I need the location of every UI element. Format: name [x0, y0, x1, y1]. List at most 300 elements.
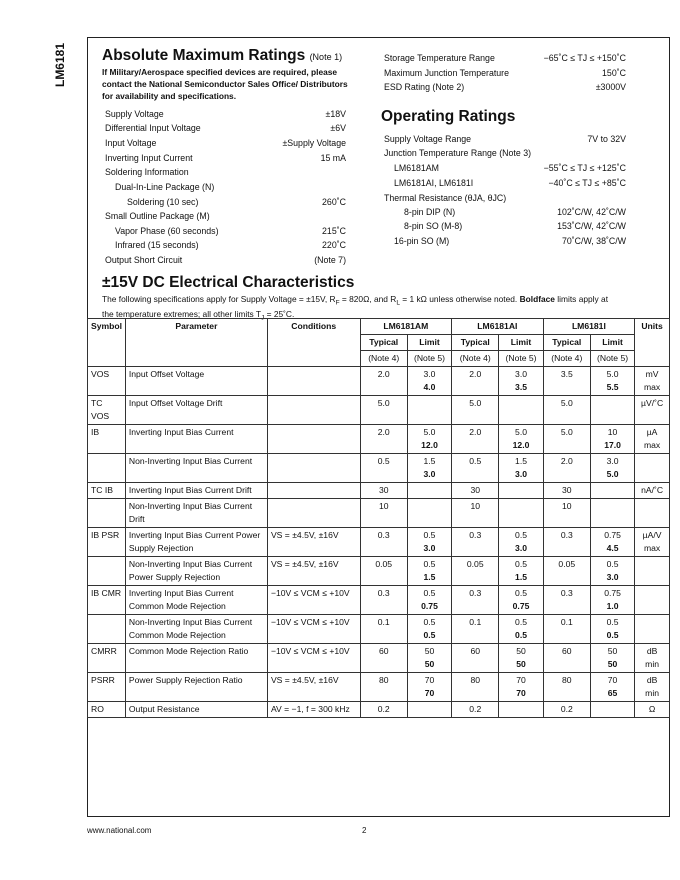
rating-label: ESD Rating (Note 2) [384, 82, 465, 92]
cell-value: 0.3 [469, 530, 482, 540]
cell-param [125, 586, 267, 615]
hdr-limit: Limit [499, 335, 543, 351]
cell-value: 60 [562, 646, 572, 656]
rating-row [384, 82, 626, 92]
cell-extreme-limit: 0.75 [512, 601, 530, 611]
cell-value: 60 [378, 646, 389, 656]
rating-label: Input Voltage [105, 138, 157, 148]
cell-value: 80 [378, 675, 389, 685]
cell-i_t [543, 396, 590, 425]
cell-i_l [590, 673, 634, 702]
rating-label: Output Short Circuit [105, 255, 183, 265]
hdr-limit: Limit [590, 335, 634, 351]
cell-ai_t [452, 644, 499, 673]
rating-label: Supply Voltage [105, 109, 164, 119]
cell-value: 0.3 [377, 588, 390, 598]
cell-ai_t [452, 396, 499, 425]
cell-param [125, 615, 267, 644]
military-notice: If Military/Aerospace specified devices are required, please contact the National Semiconductor Sales Office/ Distributors for availability and specifications. [102, 67, 348, 101]
rating-row [384, 68, 626, 78]
rating-row [105, 123, 346, 133]
col-conditions: Conditions [267, 319, 360, 367]
dc-title: ±15V DC Electrical Characteristics [102, 274, 355, 291]
rating-label: Supply Voltage Range [384, 134, 472, 144]
cell-value: 50 [516, 646, 526, 656]
rating-label: Infrared (15 seconds) [115, 240, 199, 250]
cell-am_l [407, 644, 451, 673]
hdr-note5: (Note 5) [407, 351, 451, 367]
cell-cond [267, 499, 360, 528]
cell-units [635, 454, 670, 483]
cell-value: Non-Inverting Input Bias Current [128, 456, 253, 466]
cell-i_l [590, 367, 634, 396]
rating-label: 16-pin SO (M) [394, 236, 450, 246]
cell-value: 10 [562, 501, 572, 511]
cell-cond [267, 367, 360, 396]
cell-value: 0.5 [515, 588, 527, 598]
cell-value: 3.0 [515, 369, 527, 379]
cell-extreme-limit: 1.5 [515, 572, 527, 582]
rating-row [105, 211, 346, 221]
cell-ai_l [499, 644, 543, 673]
cell-extreme-limit: 1.0 [606, 601, 619, 611]
hdr-typical: Typical [543, 335, 590, 351]
cell-am_l [407, 454, 451, 483]
cell-i_t [543, 367, 590, 396]
cell-value: Common Mode Rejection Ratio [128, 646, 249, 656]
cell-value: 0.1 [560, 617, 573, 627]
cell-value: 10 [470, 501, 481, 511]
cell-units [635, 644, 670, 673]
cell-value: Input Offset Voltage Drift [128, 398, 223, 408]
cell-value: Inverting Input Bias Current Power Supply Rejection [128, 530, 261, 553]
cell-am_t [360, 499, 407, 528]
cell-value: Output Resistance [128, 704, 200, 714]
cell-value: 0.05 [375, 559, 393, 569]
cell-cond [267, 454, 360, 483]
cell-units [635, 528, 670, 557]
cell-i_l [590, 425, 634, 454]
rating-row [384, 148, 626, 158]
cell-extreme-limit: 12.0 [421, 440, 438, 450]
cell-am_t [360, 528, 407, 557]
rating-row [105, 182, 346, 192]
cell-value: µA [646, 427, 658, 437]
cell-param [125, 454, 267, 483]
cell-param [125, 644, 267, 673]
cell-value: 30 [378, 485, 389, 495]
hdr-note4: (Note 4) [543, 351, 590, 367]
cell-am_l [407, 499, 451, 528]
cell-ai_t [452, 615, 499, 644]
cell-value: 10 [607, 427, 618, 437]
cell-value: 5.0 [560, 398, 573, 408]
cell-value: 0.75 [604, 530, 621, 540]
col-units: Units [635, 319, 670, 367]
cell-value: 0.05 [558, 559, 576, 569]
cell-i_l [590, 586, 634, 615]
table-row [88, 425, 670, 454]
cell-extreme-limit: 3.0 [423, 543, 436, 553]
cell-cond [267, 702, 360, 718]
footer-page-number: 2 [362, 826, 367, 835]
rating-value: 150˚C [602, 68, 626, 78]
rating-label: 8-pin SO (M-8) [404, 221, 463, 231]
cell-extreme-limit: 50 [516, 659, 526, 669]
cell-sym [88, 673, 126, 702]
cell-units-qualifier: min [645, 688, 660, 698]
cell-extreme-limit: 0.75 [421, 601, 438, 611]
cell-value: 5.0 [515, 427, 527, 437]
rating-value: −40˚C ≤ TJ ≤ +85˚C [548, 178, 626, 188]
cell-i_t [543, 644, 590, 673]
cell-sym [88, 644, 126, 673]
cell-ai_l [499, 454, 543, 483]
rating-value: 7V to 32V [587, 134, 626, 144]
cell-value: 5.0 [560, 427, 573, 437]
rating-value: 153˚C/W, 42˚C/W [557, 221, 626, 231]
table-row [88, 367, 670, 396]
cell-ai_l [499, 483, 543, 499]
cell-value: 60 [470, 646, 481, 656]
cell-ai_t [452, 673, 499, 702]
cell-am_l [407, 586, 451, 615]
cell-i_t [543, 586, 590, 615]
cell-param [125, 396, 267, 425]
cell-value: 1.5 [423, 456, 436, 466]
rating-value: 70˚C/W, 38˚C/W [561, 236, 626, 246]
cell-value: −10V ≤ VCM ≤ +10V [270, 617, 350, 627]
cell-cond [267, 425, 360, 454]
cell-i_l [590, 396, 634, 425]
cell-value: 0.2 [377, 704, 390, 714]
cell-value: 2.0 [377, 427, 390, 437]
cell-value: 0.5 [606, 559, 619, 569]
cell-value: µV/˚C [641, 398, 664, 408]
cell-i_t [543, 425, 590, 454]
cell-value: 10 [378, 501, 389, 511]
cell-extreme-limit: 0.5 [606, 630, 619, 640]
cell-am_l [407, 702, 451, 718]
cell-value: Input Offset Voltage [128, 369, 205, 379]
cell-am_l [407, 367, 451, 396]
cell-value: 2.0 [560, 456, 573, 466]
cell-value: 80 [470, 675, 481, 685]
rating-value: ±Supply Voltage [282, 138, 346, 148]
cell-value: 30 [470, 485, 481, 495]
dc-characteristics-table [87, 318, 670, 718]
cell-ai_l [499, 396, 543, 425]
cell-i_t [543, 673, 590, 702]
cell-param [125, 499, 267, 528]
cell-i_l [590, 483, 634, 499]
cell-value: 5.0 [606, 369, 619, 379]
cell-cond [267, 528, 360, 557]
cell-ai_l [499, 615, 543, 644]
cell-am_t [360, 557, 407, 586]
rating-label: Maximum Junction Temperature [384, 68, 509, 78]
table-row [88, 528, 670, 557]
cell-i_l [590, 702, 634, 718]
cell-i_l [590, 644, 634, 673]
rating-value: 215˚C [322, 226, 346, 236]
cell-value: 0.5 [606, 617, 619, 627]
cell-ai_t [452, 367, 499, 396]
cell-i_l [590, 615, 634, 644]
cell-units [635, 367, 670, 396]
rating-row [105, 226, 346, 236]
rating-label: Storage Temperature Range [384, 53, 495, 63]
cell-i_t [543, 483, 590, 499]
rating-label: 8-pin DIP (N) [404, 207, 456, 217]
cell-am_t [360, 396, 407, 425]
rating-label: Dual-In-Line Package (N) [115, 182, 215, 192]
rating-value: ±6V [330, 123, 346, 133]
rating-row [105, 240, 346, 250]
rating-value: ±18V [325, 109, 346, 119]
cell-value: 0.5 [423, 530, 436, 540]
cell-am_l [407, 396, 451, 425]
cell-am_t [360, 644, 407, 673]
cell-value: Power Supply Rejection Ratio [128, 675, 243, 685]
cell-extreme-limit: 4.0 [423, 382, 436, 392]
rating-value: −65˚C ≤ TJ ≤ +150˚C [543, 53, 626, 63]
cell-am_l [407, 557, 451, 586]
cell-am_t [360, 425, 407, 454]
cell-value: 50 [424, 646, 435, 656]
cell-extreme-limit: 65 [607, 688, 618, 698]
cell-param [125, 702, 267, 718]
col-parameter: Parameter [125, 319, 267, 367]
cell-value: 0.5 [423, 617, 436, 627]
abs-max-title-text: Absolute Maximum Ratings [102, 47, 306, 64]
rating-value: (Note 7) [314, 255, 346, 265]
hdr-note4: (Note 4) [360, 351, 407, 367]
cell-cond [267, 557, 360, 586]
hdr-note5: (Note 5) [590, 351, 634, 367]
cell-i_t [543, 528, 590, 557]
cell-value: Inverting Input Bias Current Common Mode Rejection [128, 588, 234, 611]
abs-max-note: (Note 1) [309, 52, 343, 62]
cell-value: Non-Inverting Input Bias Current Drift [128, 501, 253, 524]
rating-row [105, 109, 346, 119]
rating-value: 220˚C [322, 240, 346, 250]
cell-param [125, 673, 267, 702]
col-lm6181ai: LM6181AI [452, 319, 544, 335]
cell-value: 0.3 [560, 530, 573, 540]
cell-param [125, 528, 267, 557]
rating-label: Thermal Resistance (θJA, θJC) [384, 193, 507, 203]
cell-value: Non-Inverting Input Bias Current Common Mode Rejection [128, 617, 253, 640]
cell-am_t [360, 367, 407, 396]
rating-label: LM6181AI, LM6181I [394, 178, 474, 188]
cell-value: IB PSR [91, 530, 120, 540]
rating-row [384, 236, 626, 246]
cell-ai_l [499, 702, 543, 718]
rating-row [105, 255, 346, 265]
cell-value: Non-Inverting Input Bias Current Power Supply Rejection [128, 559, 253, 582]
cell-value: dB [646, 675, 658, 685]
cell-value: 0.2 [560, 704, 573, 714]
cell-am_t [360, 702, 407, 718]
cell-value: Inverting Input Bias Current [128, 427, 234, 437]
cell-value: mV [645, 369, 659, 379]
cell-units [635, 425, 670, 454]
cell-i_t [543, 454, 590, 483]
cell-value: 30 [562, 485, 572, 495]
cell-value: 0.3 [560, 588, 573, 598]
cell-am_l [407, 673, 451, 702]
cell-value: 0.2 [469, 704, 482, 714]
cell-value: −10V ≤ VCM ≤ +10V [270, 588, 350, 598]
cell-value: 0.5 [515, 530, 527, 540]
cell-value: 0.1 [469, 617, 482, 627]
cell-am_l [407, 528, 451, 557]
rating-row [384, 207, 626, 217]
rating-label: Soldering (10 sec) [127, 197, 199, 207]
hdr-note4: (Note 4) [452, 351, 499, 367]
cell-i_t [543, 615, 590, 644]
rating-row [384, 193, 626, 203]
cell-value: 0.3 [377, 530, 390, 540]
cell-value: 0.1 [377, 617, 390, 627]
hdr-note5: (Note 5) [499, 351, 543, 367]
footer-url: www.national.com [87, 826, 152, 835]
cell-value: dB [646, 646, 658, 656]
cell-value: TC IB [91, 485, 113, 495]
cell-sym [88, 615, 126, 644]
col-lm6181am: LM6181AM [360, 319, 452, 335]
rating-label: Small Outline Package (M) [105, 211, 210, 221]
cell-extreme-limit: 70 [516, 688, 526, 698]
table-row [88, 396, 670, 425]
cell-units [635, 499, 670, 528]
cell-sym [88, 702, 126, 718]
cell-ai_t [452, 454, 499, 483]
cell-value: 0.5 [377, 456, 390, 466]
cell-value: 70 [607, 675, 618, 685]
cell-ai_l [499, 586, 543, 615]
cell-am_t [360, 615, 407, 644]
rating-row [384, 221, 626, 231]
cell-param [125, 367, 267, 396]
cell-am_l [407, 425, 451, 454]
rating-label: Inverting Input Current [105, 153, 193, 163]
cell-ai_l [499, 367, 543, 396]
cell-units-qualifier: min [645, 659, 660, 669]
hdr-typical: Typical [360, 335, 407, 351]
cell-am_t [360, 586, 407, 615]
cell-extreme-limit: 1.5 [423, 572, 436, 582]
cell-sym [88, 557, 126, 586]
cell-value: 5.0 [423, 427, 436, 437]
cell-extreme-limit: 4.5 [606, 543, 619, 553]
col-lm6181i: LM6181I [543, 319, 635, 335]
cell-ai_t [452, 425, 499, 454]
cell-i_l [590, 499, 634, 528]
cell-ai_t [452, 557, 499, 586]
rating-value: 102˚C/W, 42˚C/W [557, 207, 626, 217]
cell-i_l [590, 557, 634, 586]
cell-i_t [543, 499, 590, 528]
cell-am_t [360, 454, 407, 483]
rating-label: Differential Input Voltage [105, 123, 201, 133]
cell-value: 0.3 [469, 588, 482, 598]
cell-value: 0.75 [604, 588, 621, 598]
rating-row [105, 197, 346, 207]
cell-value: 1.5 [515, 456, 527, 466]
table-row [88, 615, 670, 644]
col-symbol: Symbol [88, 319, 126, 367]
cell-units-qualifier: max [643, 543, 661, 553]
rating-label: Vapor Phase (60 seconds) [115, 226, 219, 236]
cell-ai_l [499, 673, 543, 702]
cell-value: 50 [607, 646, 618, 656]
cell-value: 3.0 [606, 456, 619, 466]
cell-extreme-limit: 50 [607, 659, 618, 669]
cell-units-qualifier: max [643, 440, 661, 450]
cell-am_t [360, 483, 407, 499]
cell-value: 2.0 [469, 369, 482, 379]
part-number: LM6181 [53, 42, 68, 88]
cell-value: IB CMR [91, 588, 122, 598]
cell-sym [88, 586, 126, 615]
cell-ai_t [452, 586, 499, 615]
cell-value: µA/V [642, 530, 662, 540]
cell-cond [267, 483, 360, 499]
cell-value: 70 [516, 675, 526, 685]
cell-value: 0.5 [423, 588, 436, 598]
cell-param [125, 425, 267, 454]
cell-value: Inverting Input Bias Current Drift [128, 485, 252, 495]
table-row [88, 673, 670, 702]
cell-units [635, 483, 670, 499]
cell-value: 3.5 [560, 369, 573, 379]
cell-ai_t [452, 528, 499, 557]
cell-units [635, 586, 670, 615]
rating-row [105, 138, 346, 148]
cell-i_t [543, 702, 590, 718]
cell-units-qualifier: max [643, 382, 661, 392]
cell-i_t [543, 557, 590, 586]
cell-sym [88, 367, 126, 396]
cell-cond [267, 615, 360, 644]
cell-value: 3.0 [423, 369, 436, 379]
cell-cond [267, 586, 360, 615]
rating-row [384, 134, 626, 144]
cell-extreme-limit: 17.0 [604, 440, 621, 450]
rating-label: Junction Temperature Range (Note 3) [384, 148, 532, 158]
cell-value: VS = ±4.5V, ±16V [270, 559, 339, 569]
rating-label: LM6181AM [394, 163, 439, 173]
cell-extreme-limit: 5.0 [606, 469, 619, 479]
cell-value: VS = ±4.5V, ±16V [270, 530, 339, 540]
cell-extreme-limit: 3.0 [515, 543, 527, 553]
table-row [88, 483, 670, 499]
cell-cond [267, 396, 360, 425]
cell-units [635, 396, 670, 425]
rating-value: 260˚C [322, 197, 346, 207]
cell-param [125, 557, 267, 586]
table-row [88, 557, 670, 586]
cell-sym [88, 396, 126, 425]
cell-extreme-limit: 50 [424, 659, 435, 669]
rating-value: 15 mA [320, 153, 346, 163]
table-row [88, 644, 670, 673]
cell-units [635, 702, 670, 718]
cell-extreme-limit: 70 [424, 688, 435, 698]
cell-value: IB [91, 427, 100, 437]
